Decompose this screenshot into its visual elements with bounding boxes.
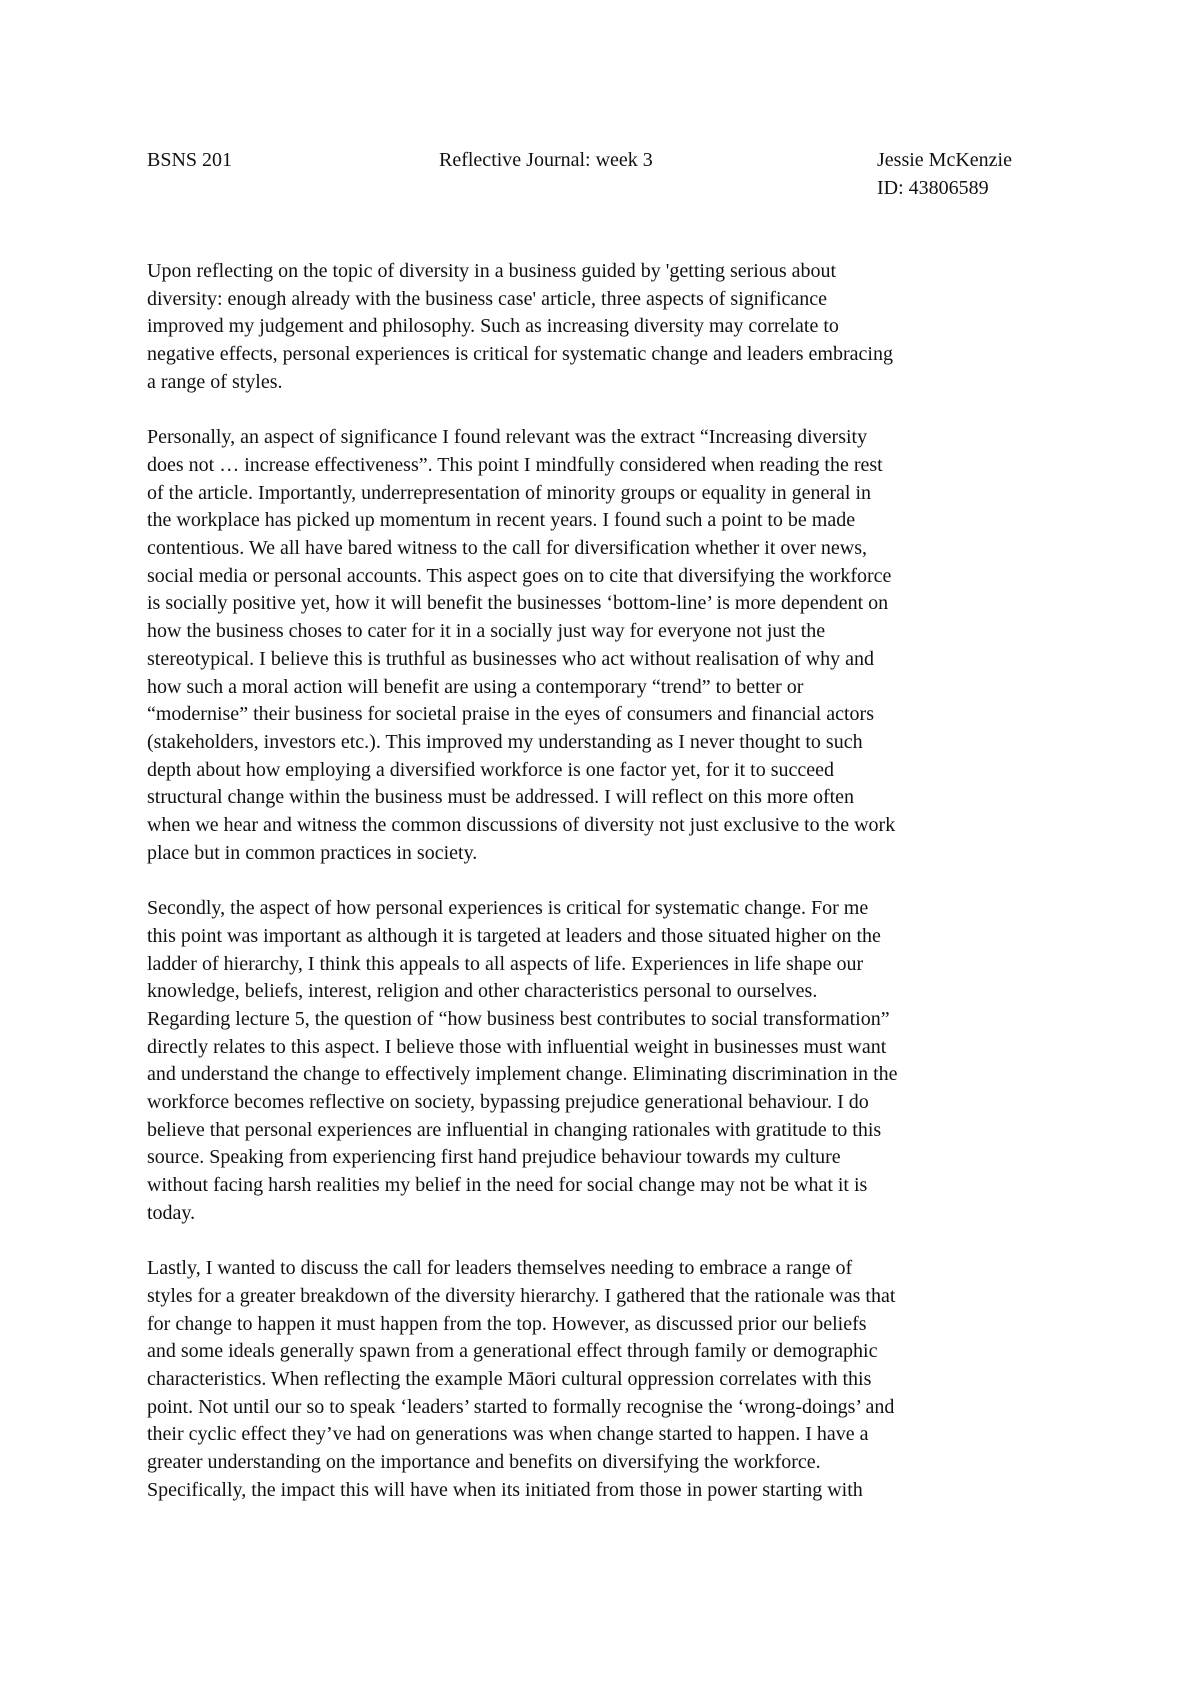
text-line: workforce becomes reflective on society, bypassing prejudice generational behaviour. I do bbox=[147, 1091, 869, 1114]
text-line: Upon reflecting on the topic of diversity in a business guided by 'getting serious about bbox=[147, 260, 837, 282]
text-line: believe that personal experiences are influential in changing rationales with gratitude to this bbox=[147, 1118, 882, 1141]
text-line: (stakeholders, investors etc.). This improved my understanding as I never thought to such bbox=[147, 730, 863, 753]
text-line: and understand the change to effectively implement change. Eliminating discrimination in the bbox=[147, 1063, 898, 1086]
text-line: how the business choses to cater for it in a socially just way for everyone not just the bbox=[147, 620, 826, 643]
text-line: and some ideals generally spawn from a generational effect through family or demographic bbox=[147, 1340, 878, 1363]
text-line: place but in common practices in society. bbox=[147, 841, 478, 864]
text-line: depth about how employing a diversified workforce is one factor yet, for it to succeed bbox=[147, 758, 835, 781]
text-line: styles for a greater breakdown of the diversity hierarchy. I gathered that the rationale was that bbox=[147, 1284, 896, 1307]
paragraph-second-aspect bbox=[147, 895, 1079, 1227]
text-line: social media or personal accounts. This aspect goes on to cite that diversifying the workforce bbox=[147, 564, 892, 587]
paragraph-third-aspect bbox=[147, 1255, 1079, 1504]
text-line: how such a moral action will benefit are using a contemporary “trend” to better or bbox=[147, 675, 804, 698]
document-body bbox=[147, 258, 1079, 1532]
text-line: point. Not until our so to speak ‘leaders’ started to formally recognise the ‘wrong-doings’ and bbox=[147, 1395, 895, 1418]
text-line: structural change within the business must be addressed. I will reflect on this more often bbox=[147, 786, 855, 809]
document-header bbox=[147, 146, 1067, 206]
text-line: characteristics. When reflecting the example Māori cultural oppression correlates with this bbox=[147, 1368, 872, 1391]
text-line: diversity: enough already with the business case' article, three aspects of significance bbox=[147, 287, 828, 310]
text-line: Secondly, the aspect of how personal experiences is critical for systematic change. For me bbox=[147, 897, 869, 920]
text-line: contentious. We all have bared witness to the call for diversification whether it over news, bbox=[147, 537, 868, 560]
text-line: negative effects, personal experiences is critical for systematic change and leaders embracing bbox=[147, 343, 893, 366]
text-line: this point was important as although it is targeted at leaders and those situated higher on the bbox=[147, 924, 881, 947]
text-line: “modernise” their business for societal praise in the eyes of consumers and financial actors bbox=[147, 703, 874, 726]
course-code: BSNS 201 bbox=[147, 149, 233, 171]
text-line: their cyclic effect they’ve had on generations was when change started to happen. I have a bbox=[147, 1423, 869, 1446]
author-name: Jessie McKenzie bbox=[877, 149, 1012, 171]
paragraph-first-aspect bbox=[147, 424, 1079, 867]
text-line: greater understanding on the importance and benefits on diversifying the workforce. bbox=[147, 1451, 821, 1474]
text-line: for change to happen it must happen from the top. However, as discussed prior our beliefs bbox=[147, 1312, 867, 1335]
text-line: today. bbox=[147, 1201, 196, 1224]
text-line: ladder of hierarchy, I think this appeals to all aspects of life. Experiences in life shape our bbox=[147, 952, 864, 975]
text-line: of the article. Importantly, underrepresentation of minority groups or equality in general in bbox=[147, 481, 872, 504]
text-line: Personally, an aspect of significance I found relevant was the extract “Increasing diversity bbox=[147, 426, 868, 449]
text-line: directly relates to this aspect. I believe those with influential weight in businesses must want bbox=[147, 1035, 887, 1058]
text-line: Lastly, I wanted to discuss the call for leaders themselves needing to embrace a range of bbox=[147, 1257, 853, 1280]
text-line: improved my judgement and philosophy. Such as increasing diversity may correlate to bbox=[147, 315, 839, 338]
text-line: a range of styles. bbox=[147, 370, 283, 393]
document-title: Reflective Journal: week 3 bbox=[439, 149, 653, 171]
text-line: without facing harsh realities my belief in the need for social change may not be what it is bbox=[147, 1174, 868, 1197]
text-line: does not … increase effectiveness”. This point I mindfully considered when reading the rest bbox=[147, 453, 883, 476]
text-line: source. Speaking from experiencing first hand prejudice behaviour towards my culture bbox=[147, 1146, 841, 1169]
text-line: knowledge, beliefs, interest, religion and other characteristics personal to ourselves. bbox=[147, 980, 818, 1003]
paragraph-intro bbox=[147, 258, 1079, 397]
text-line: is socially positive yet, how it will benefit the businesses ‘bottom-line’ is more dependent on bbox=[147, 592, 889, 615]
text-line: stereotypical. I believe this is truthful as businesses who act without realisation of why and bbox=[147, 647, 875, 670]
text-line: Specifically, the impact this will have when its initiated from those in power starting with bbox=[147, 1478, 863, 1501]
student-id: ID: 43806589 bbox=[877, 177, 989, 199]
text-line: Regarding lecture 5, the question of “how business best contributes to social transformation” bbox=[147, 1007, 890, 1030]
text-line: the workplace has picked up momentum in recent years. I found such a point to be made bbox=[147, 509, 856, 532]
text-line: when we hear and witness the common discussions of diversity not just exclusive to the work bbox=[147, 814, 896, 837]
